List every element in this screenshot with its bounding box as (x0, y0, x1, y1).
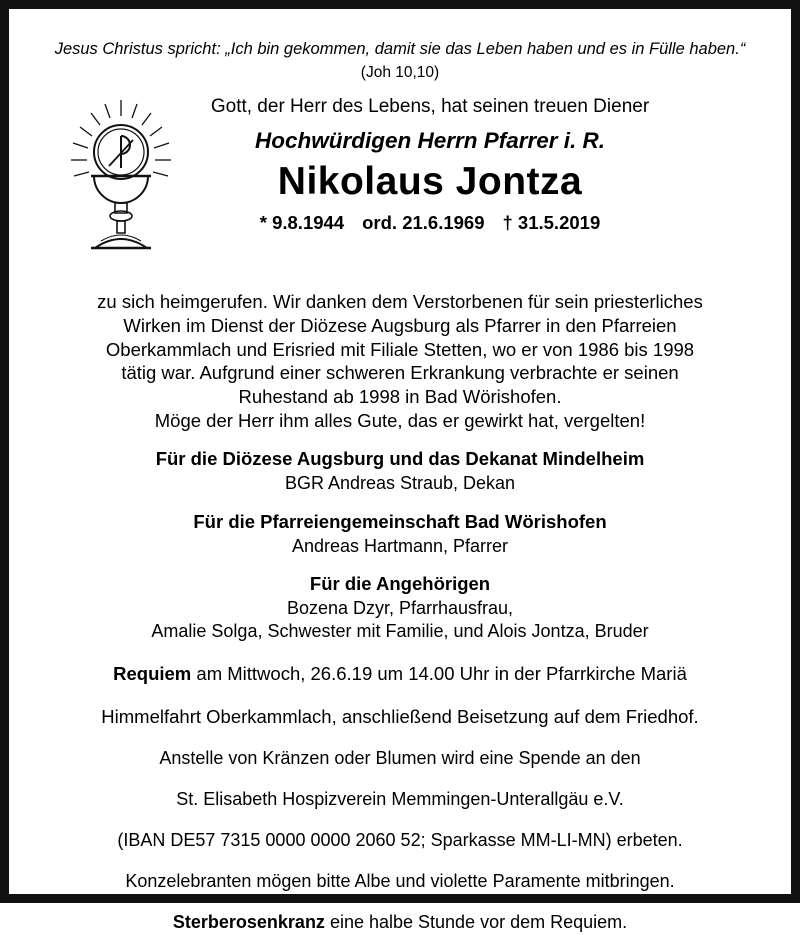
body-line: tätig war. Aufgrund einer schweren Erkrankung verbrachte er seinen (121, 362, 679, 384)
body-text (33, 290, 767, 432)
death-date: † 31.5.2019 (502, 212, 601, 234)
ordination-date: ord. 21.6.1969 (362, 212, 485, 234)
donation-line: Anstelle von Kränzen oder Blumen wird eine Spende an den (159, 747, 641, 768)
requiem-line-2: Himmelfahrt Oberkammlach, anschließend Beisetzung auf dem Friedhof. (101, 705, 699, 727)
requiem-label: Requiem (113, 663, 192, 685)
section-parish (33, 511, 767, 558)
section-line: BGR Andreas Straub, Dekan (284, 473, 516, 494)
body-line: zu sich heimgerufen. Wir danken dem Verstorbenen für sein priesterliches (97, 291, 703, 313)
rosary-label: Sterberosenkranz (172, 912, 325, 933)
body-line: Wirken im Dienst der Diözese Augsburg als Pfarrer in den Pfarreien (123, 315, 677, 337)
scripture-quote: Jesus Christus spricht: „Ich bin gekommen, damit sie das Leben haben und es in Fülle haben.“ (54, 40, 746, 58)
concelebrant-note: Konzelebranten mögen bitte Albe und violette Paramente mitbringen. (125, 870, 675, 891)
rosary-note-rest: eine halbe Stunde vor dem Requiem. (324, 912, 628, 933)
birth-date: * 9.8.1944 (259, 212, 345, 234)
section-heading: Für die Angehörigen (309, 573, 491, 595)
body-line: Möge der Herr ihm alles Gute, das er gewirkt hat, vergelten! (154, 409, 646, 431)
donation-line: (IBAN DE57 7315 0000 0000 2060 52; Sparkasse MM-LI-MN) erbeten. (117, 829, 683, 850)
intro-line: Gott, der Herr des Lebens, hat seinen treuen Diener (210, 96, 650, 118)
life-dates (93, 212, 767, 234)
body-line: Oberkammlach und Erisried mit Filiale Stetten, wo er von 1986 bis 1998 (105, 338, 695, 360)
scripture-reference: (Joh 10,10) (360, 64, 440, 82)
requiem-line-1-rest: am Mittwoch, 26.6.19 um 14.00 Uhr in der Pfarrkirche Mariä (191, 663, 687, 685)
section-heading: Für die Pfarreiengemeinschaft Bad Wörishofen (193, 510, 607, 532)
deceased-name: Nikolaus Jontza (277, 160, 583, 204)
section-relatives (33, 573, 767, 642)
section-diocese (33, 448, 767, 495)
header-block (33, 96, 767, 274)
donation-line: St. Elisabeth Hospizverein Memmingen-Unterallgäu e.V. (176, 788, 624, 809)
rosary-note (33, 911, 767, 934)
section-line: Andreas Hartmann, Pfarrer (291, 535, 509, 556)
section-line: Amalie Solga, Schwester mit Familie, und Alois Jontza, Bruder (151, 620, 649, 641)
chalice-host-icon (61, 96, 181, 256)
requiem-info (33, 662, 767, 728)
requiem-line-1 (33, 662, 767, 686)
section-line: Bozena Dzyr, Pfarrhausfrau, (286, 598, 514, 619)
donation-info (33, 747, 767, 852)
closing-notes (33, 870, 767, 935)
section-heading: Für die Diözese Augsburg und das Dekanat Mindelheim (155, 448, 645, 470)
body-line: Ruhestand ab 1998 in Bad Wörishofen. (238, 386, 562, 408)
honorific-title: Hochwürdigen Herrn Pfarrer i. R. (254, 128, 606, 154)
